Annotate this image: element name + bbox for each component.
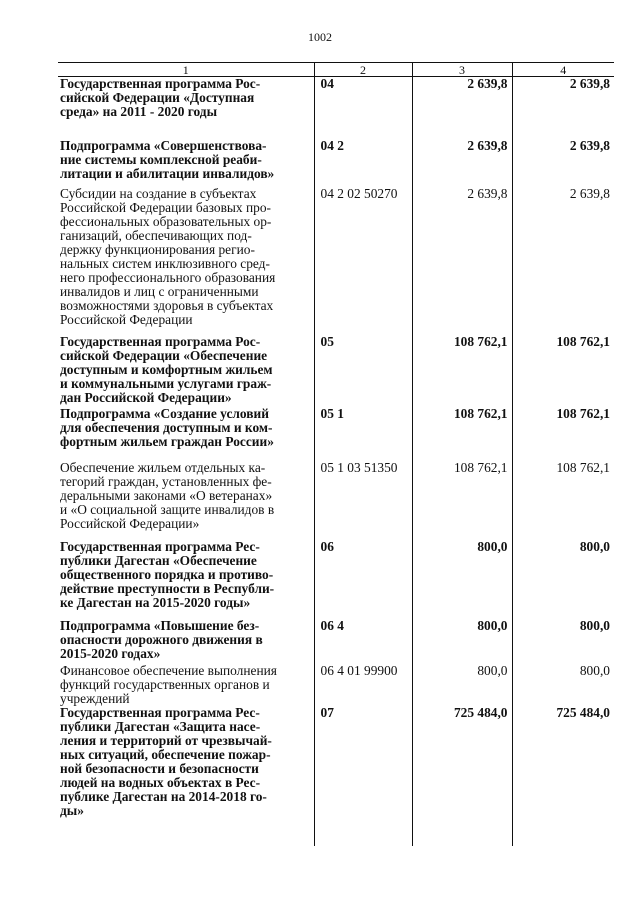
row-value-col3: 108 762,1 [412, 335, 512, 407]
table-row [58, 706, 614, 846]
row-code: 05 1 [314, 407, 412, 461]
row-code: 05 1 03 51350 [314, 461, 412, 540]
page-number: 1002 [308, 30, 332, 44]
column-header: 4 [512, 63, 614, 77]
row-description: Обеспечение жильем отдельных ка- тегорий граждан, установленных фе- деральными законами «О ветеранах» и «О социальной защите инвалидов в Российской Федерации» [60, 460, 275, 531]
row-description: Государственная программа Рос- сийской Федерации «Обеспечение доступным и комфортным жильем и коммунальными услугами граж- дан Российской Федерации» [60, 334, 273, 405]
table-row [58, 77, 614, 140]
column-header: 2 [314, 63, 412, 77]
row-value-col3: 800,0 [412, 540, 512, 619]
row-value-col3: 800,0 [412, 619, 512, 664]
table-row [58, 335, 614, 407]
row-value-col3: 725 484,0 [412, 706, 512, 846]
table-row [58, 619, 614, 664]
row-description: Субсидии на создание в субъектах Российской Федерации базовых про- фессиональных образовательных ор- ганизаций, обеспечивающих под- держку функционирования регио- нальных систем инклюзивного сред- него профессионального образования инвалидов и лиц с ограниченными возможностями здоровья в субъектах Российской Федерации [60, 186, 276, 327]
row-description: Государственная программа Рес- публики Дагестан «Обеспечение общественного порядка и противо- действие преступности в Республи- ке Дагестан на 2015-2020 годы» [60, 539, 275, 610]
row-code: 06 4 01 99900 [314, 664, 412, 706]
row-code: 06 4 [314, 619, 412, 664]
row-code: 06 [314, 540, 412, 619]
row-value-col3: 2 639,8 [412, 77, 512, 140]
row-code: 05 [314, 335, 412, 407]
row-value-col4: 800,0 [512, 619, 614, 664]
row-value-col4: 800,0 [512, 540, 614, 619]
row-value-col4: 2 639,8 [512, 187, 614, 335]
table-row [58, 187, 614, 335]
row-value-col3: 108 762,1 [412, 407, 512, 461]
row-description: Финансовое обеспечение выполнения функций государственных органов и учреждений [60, 663, 277, 706]
header-row [58, 63, 614, 77]
row-value-col4: 2 639,8 [512, 77, 614, 140]
row-description: Государственная программа Рос- сийской Федерации «Доступная среда» на 2011 - 2020 годы [60, 76, 261, 119]
table-row [58, 407, 614, 461]
row-value-col4: 108 762,1 [512, 407, 614, 461]
row-value-col4: 725 484,0 [512, 706, 614, 846]
row-code: 04 [314, 77, 412, 140]
row-description: Государственная программа Рес- публики Дагестан «Защита насе- ления и территорий от чрезвычай- ных ситуаций, обеспечение пожар- ной безопасности и безопасности людей на водных объектах в Рес- публике Дагестан на 2014-2018 го- ды» [60, 705, 272, 818]
table-row [58, 461, 614, 540]
row-description: Подпрограмма «Создание условий для обеспечения доступным и ком- фортным жильем граждан России» [60, 406, 274, 449]
row-value-col4: 2 639,8 [512, 139, 614, 187]
table-row [58, 664, 614, 706]
row-code: 07 [314, 706, 412, 846]
row-value-col4: 800,0 [512, 664, 614, 706]
row-code: 04 2 02 50270 [314, 187, 412, 335]
row-value-col3: 108 762,1 [412, 461, 512, 540]
row-value-col3: 800,0 [412, 664, 512, 706]
table-row [58, 139, 614, 187]
row-description: Подпрограмма «Совершенствова- ние системы комплексной реаби- литации и абилитации инвалидов» [60, 138, 275, 181]
row-description: Подпрограмма «Повышение без- опасности дорожного движения в 2015-2020 годах» [60, 618, 263, 661]
row-code: 04 2 [314, 139, 412, 187]
table-row [58, 540, 614, 619]
row-value-col4: 108 762,1 [512, 335, 614, 407]
row-value-col3: 2 639,8 [412, 187, 512, 335]
row-value-col3: 2 639,8 [412, 139, 512, 187]
column-header: 3 [412, 63, 512, 77]
column-header: 1 [58, 63, 314, 77]
budget-table [58, 62, 614, 846]
row-value-col4: 108 762,1 [512, 461, 614, 540]
